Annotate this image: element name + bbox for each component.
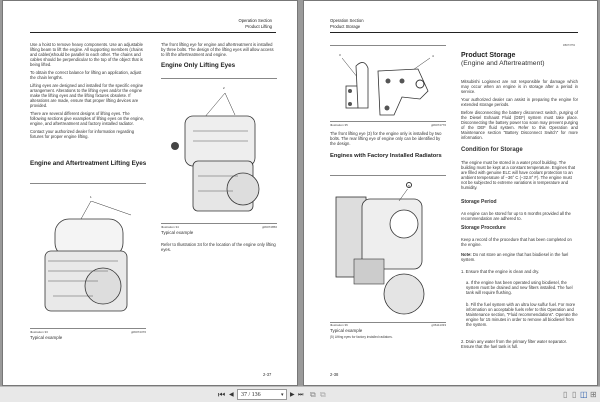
- callout-4: 4: [432, 54, 434, 58]
- pdf-toolbar: [0, 386, 600, 402]
- engine-only-illustration: [163, 91, 275, 219]
- caption-rule: [330, 121, 446, 122]
- caption-rule: [30, 328, 146, 329]
- caption-text: Typical example: [330, 328, 363, 333]
- illustration-code: g06074856: [261, 225, 277, 229]
- caption-rule: [161, 223, 277, 224]
- paragraph: Before disconnecting the battery disconnect switch, purging of the Diesel Exhaust Fluid (DEF) system must take place. Disconnecting the battery power too soon may prevent purging of the DEF fluid system. Refer to this Operation and Maintenance section "Battery Disconnect Switch" for more information.: [461, 110, 578, 140]
- figure-caption-34: [161, 225, 277, 229]
- running-header: [330, 18, 364, 30]
- header-section: Operation Section: [330, 18, 364, 23]
- paragraph: Contact your authorized dealer for information regarding fixtures for proper engine lifting.: [30, 129, 135, 139]
- page-number: 2-37: [263, 372, 272, 377]
- radiator-engine-illustration: [334, 189, 444, 319]
- figure-rule: [330, 175, 446, 176]
- step-1b: b. Fill the fuel system with an ultra low sulfur fuel. For more information on acceptable fuels refer to this Operation and Maintenance section, "Fluid recommendations". Operate the engine for 15 minutes in order to remove all biodiesel from the system.: [466, 302, 578, 327]
- section-heading: Storage Period: [461, 199, 497, 205]
- col1-text: The front lifting eye (3) for the engine only is installed by two bolts. The rear lifting eye of engine only can be identified by the design.: [330, 131, 442, 146]
- step-1: 1. Ensure that the engine is clean and dry.: [461, 269, 540, 274]
- step-2: 2. Drain any water from the primary filter water separator. Ensure that the fuel tank is full.: [461, 339, 567, 349]
- section-heading: Engine and Aftertreatment Lifting Eyes: [30, 160, 147, 167]
- caption-text: Typical example: [30, 335, 63, 340]
- header-rule: [30, 32, 276, 33]
- illustration-code: g06111333: [431, 323, 446, 327]
- next-view-icon[interactable]: ⧉: [320, 390, 326, 399]
- illustration-label: Illustration 35: [330, 123, 348, 127]
- col2-text: The front lifting eye for engine and aftertreatment is installed by three bolts. The design of the lifting eyes will allow access to lift the aftertreatment and engine.: [161, 42, 274, 57]
- paragraph: Your authorized dealer can assist in preparing the engine for extended storage periods.: [461, 97, 578, 107]
- page-number-input[interactable]: [237, 389, 287, 400]
- callout-1: 1: [90, 195, 92, 199]
- figure-caption-35: [330, 123, 446, 127]
- section-heading: Storage Procedure: [461, 225, 506, 231]
- page-subtitle: (Engine and Aftertreatment): [461, 60, 545, 67]
- previous-view-icon[interactable]: ⧉: [310, 390, 316, 399]
- callout-3: 3: [339, 53, 341, 57]
- first-page-icon[interactable]: ⏮: [218, 390, 226, 399]
- header-section: Operation Section: [238, 18, 272, 23]
- note-label: Note:: [461, 252, 472, 257]
- continuous-icon[interactable]: ▯: [572, 390, 577, 399]
- last-page-icon[interactable]: ⏭: [298, 392, 304, 398]
- header-topic: Product Storage: [330, 24, 361, 29]
- page-title: Product Storage: [461, 52, 516, 59]
- figure-rule: [330, 45, 446, 46]
- figure-rule: [30, 183, 146, 184]
- illustration-code: g06074776: [430, 123, 446, 127]
- header-topic: Product Lifting: [245, 24, 272, 29]
- paragraph: Mitsubishi Logisnext are not responsible for damage which may occur when an engine is in storage after a period in service.: [461, 79, 578, 94]
- figure-caption-33: [30, 330, 146, 334]
- paragraph: Lifting eyes are designed and installed for the specific engine arrangement. Alterations to the lifting eyes and/or the engine make the lifting eyes and the lifting fixtures obsolete. If alterations are made, ensure that proper lifting devices are provided.: [30, 83, 144, 108]
- facing-icon[interactable]: ◫: [580, 390, 588, 399]
- figure-rule: [161, 78, 277, 79]
- continuous-facing-icon[interactable]: ⊞: [590, 390, 597, 399]
- illustration-label: Illustration 36: [330, 323, 348, 327]
- period-text: An engine can be stored for up to 6 months provided all the recommendation are adhered to.: [461, 211, 571, 221]
- pdf-page-right: [303, 0, 598, 386]
- step-1a: a. If the engine has been operated using biodiesel, the system must be drained and new filters installed. The fuel tank will require flushing.: [466, 280, 573, 295]
- figure-caption-36: [330, 323, 446, 327]
- note-text: Do not store an engine that has biodiesel in the fuel system.: [461, 252, 569, 262]
- single-page-icon[interactable]: ▯: [563, 390, 568, 399]
- col1-text: [30, 42, 146, 139]
- next-page-icon[interactable]: ▶: [290, 392, 295, 398]
- previous-page-icon[interactable]: ◀: [229, 392, 234, 398]
- illustration-label: Illustration 34: [161, 225, 179, 229]
- page-number: 2-38: [330, 372, 339, 377]
- paragraph: To obtain the correct balance for lifting an application, adjust the chain lengths.: [30, 70, 142, 80]
- caption-note: (5) Lifting eyes for factory installed radiators.: [330, 335, 393, 339]
- section-heading: Engine Only Lifting Eyes: [161, 62, 236, 69]
- document-code: i08073753: [562, 44, 575, 47]
- illustration-code: g06074376: [130, 330, 146, 334]
- illustration-label: Illustration 33: [30, 330, 48, 334]
- section-heading: Condition for Storage: [461, 147, 523, 153]
- callout-2: 2: [223, 86, 225, 90]
- paragraph: There are several different designs of lifting eyes. The following sections give examples of lifting eyes on the engine, engine, and aftertreatment and factory installed radiator.: [30, 111, 145, 126]
- note: [461, 252, 578, 262]
- condition-text: The engine must be stored in a water proof building. The building must be kept at a constant temperature. Engines that are filled with genuine ELC will have coolant protection to an ambient temperature of −36° C (−32.8° F). The engine must not be subjected to extreme variations in temperature and humidity.: [461, 160, 576, 190]
- pdf-page-left: [2, 0, 298, 386]
- caption-text: Typical example: [161, 230, 194, 235]
- intro-text: [461, 79, 578, 140]
- callout-5: 5: [406, 182, 412, 188]
- page-value: 37 / 136: [241, 392, 261, 398]
- lifting-eyes-illustration: [342, 56, 442, 116]
- page-dropdown-icon[interactable]: ▾: [281, 392, 284, 398]
- section-heading: Engines with Factory Installed Radiators: [330, 153, 442, 159]
- paragraph: Use a hoist to remove heavy components. Use an adjustable lifting beam to lift the engine. All supporting members (chains and cables)should be parallel to each other. The chains and cables should be perpendicular to the top of the object that is being lifted.: [30, 42, 143, 67]
- refer-text: Refer to Illustration 34 for the location of the engine only lifting eyes.: [161, 242, 276, 252]
- procedure-text: Keep a record of the procedure that has been completed on the engine.: [461, 237, 572, 247]
- header-rule: [330, 32, 578, 33]
- engine-aftertreatment-illustration: [33, 201, 143, 323]
- running-header: [238, 18, 272, 30]
